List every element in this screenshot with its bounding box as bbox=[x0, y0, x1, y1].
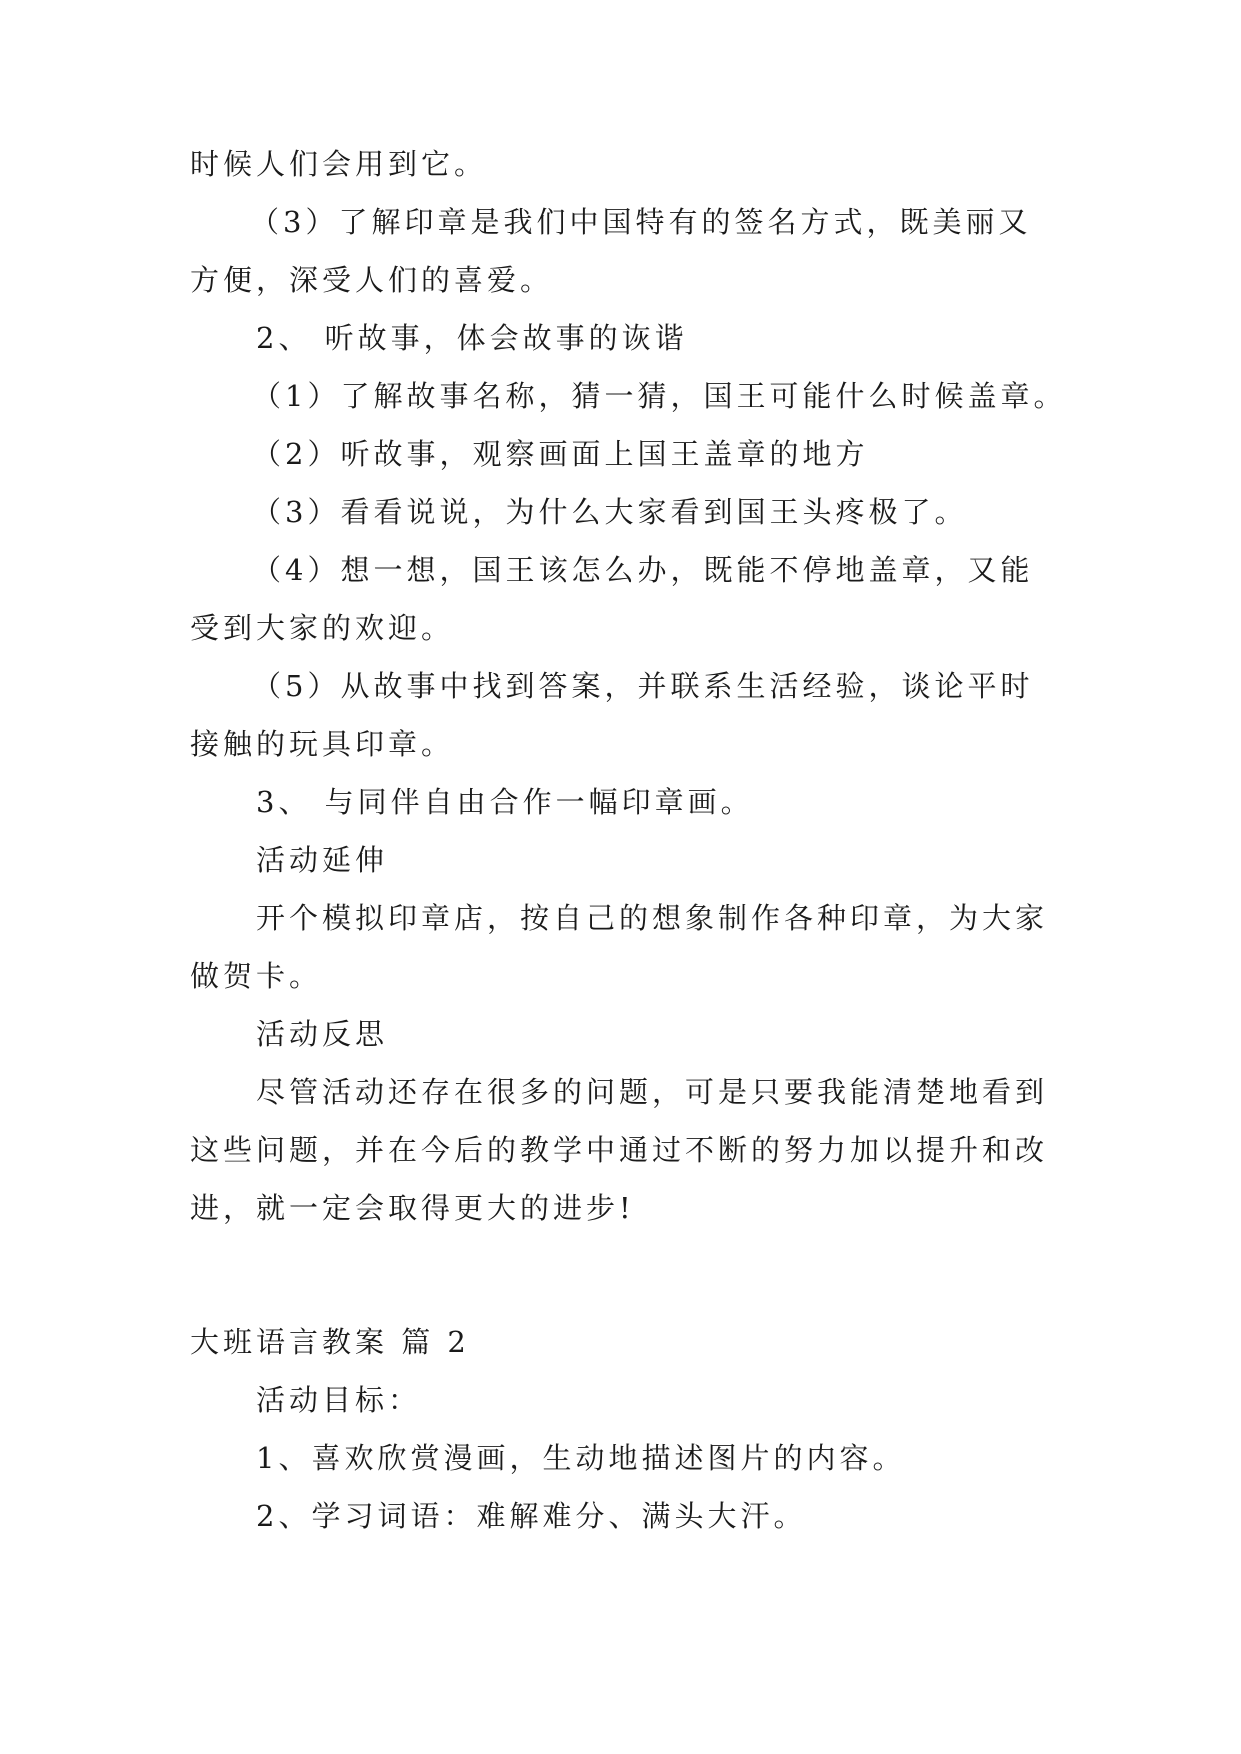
text-line: 尽管活动还存在很多的问题，可是只要我能清楚地看到 bbox=[256, 1075, 1049, 1109]
text-line: 开个模拟印章店，按自己的想象制作各种印章，为大家 bbox=[256, 901, 1049, 935]
text-line: （5）从故事中找到答案，并联系生活经验，谈论平时 bbox=[252, 669, 1034, 703]
text-line: 方便，深受人们的喜爱。 bbox=[190, 263, 554, 297]
text-line: （4）想一想，国王该怎么办，既能不停地盖章，又能 bbox=[252, 553, 1034, 587]
text-line: 这些问题，并在今后的教学中通过不断的努力加以提升和改 bbox=[190, 1133, 1049, 1167]
text-line: 受到大家的欢迎。 bbox=[190, 611, 455, 645]
text-line: （3）看看说说，为什么大家看到国王头疼极了。 bbox=[252, 495, 968, 529]
text-line: 接触的玩具印章。 bbox=[190, 727, 455, 761]
text-line: 做贺卡。 bbox=[190, 959, 323, 993]
section-heading: 活动延伸 bbox=[256, 843, 389, 877]
section-heading: 活动目标： bbox=[256, 1383, 422, 1417]
list-item: 1、喜欢欣赏漫画，生动地描述图片的内容。 bbox=[256, 1441, 906, 1475]
text-line: 时候人们会用到它。 bbox=[190, 147, 488, 181]
text-line: （2）听故事，观察画面上国王盖章的地方 bbox=[252, 437, 869, 471]
section-heading: 活动反思 bbox=[256, 1017, 389, 1051]
text-line: （3）了解印章是我们中国特有的签名方式，既美丽又 bbox=[250, 205, 1032, 239]
lesson-title: 大班语言教案 篇 2 bbox=[190, 1325, 470, 1359]
list-item: 2、学习词语：难解难分、满头大汗。 bbox=[256, 1499, 807, 1533]
text-line: 进，就一定会取得更大的进步! bbox=[190, 1191, 635, 1225]
list-item-heading: 3、 与同伴自由合作一幅印章画。 bbox=[256, 785, 754, 819]
list-item-heading: 2、 听故事，体会故事的诙谐 bbox=[256, 321, 688, 355]
text-line: （1）了解故事名称，猜一猜，国王可能什么时候盖章。 bbox=[252, 379, 1067, 413]
